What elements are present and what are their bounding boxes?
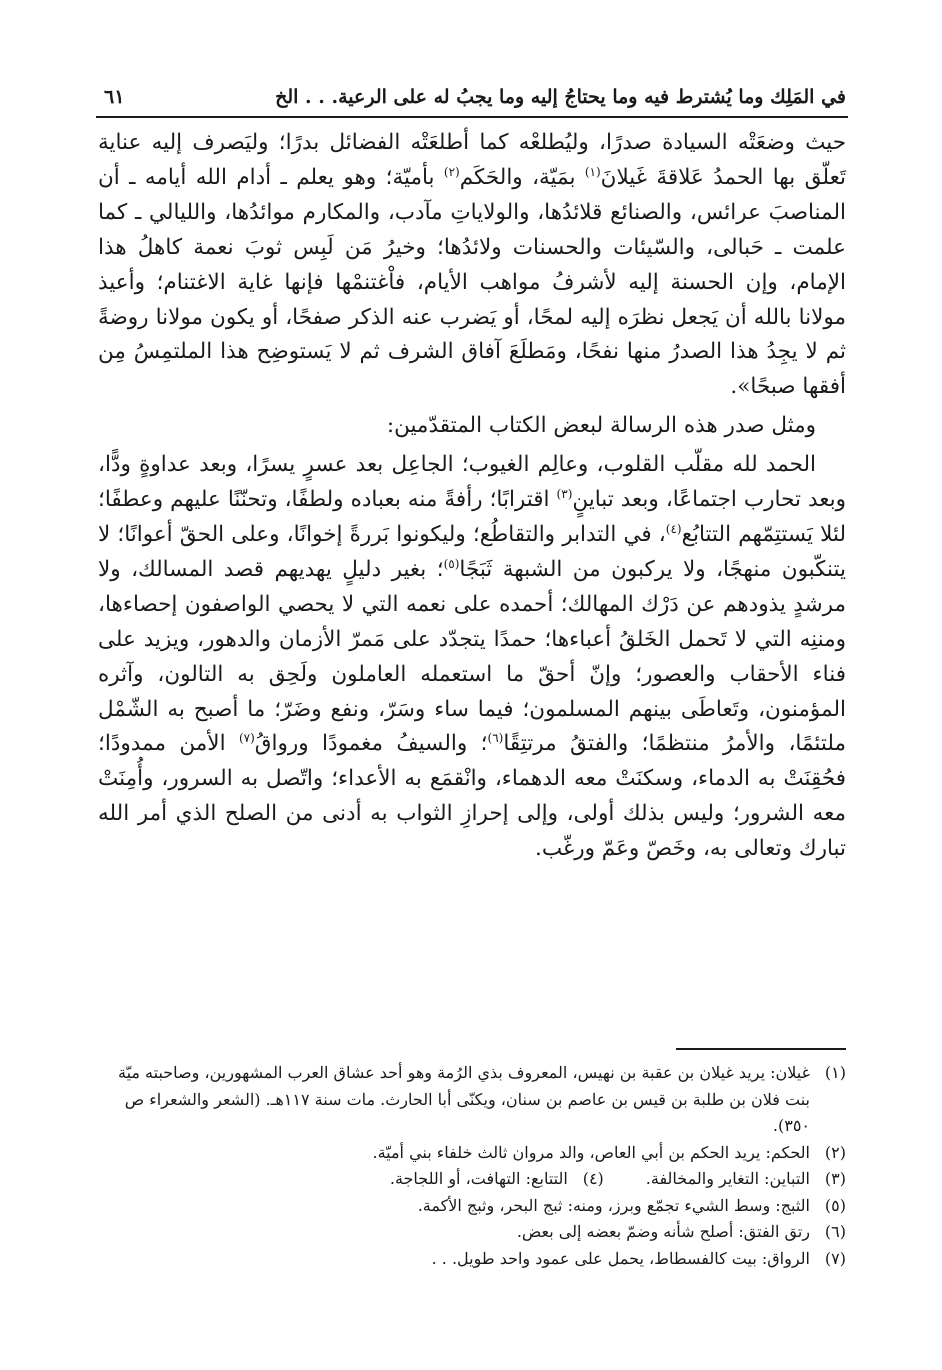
footnote-rule (676, 1048, 846, 1050)
footnote-text: غيلان: يريد غيلان بن عقبة بن نهيس، المعروف بذي الرُمة وهو أحد عشاق العرب المشهورين، وصاحبته ميّة بنت فلان بن طلبة بن قيس بن عاصم بن سنان، ويكنّى أبا الحارث. مات سنة ١١٧هـ. (الشعر والشعراء ص ٣٥٠). (117, 1063, 810, 1135)
footnote-number: (٣) (824, 1169, 846, 1188)
footnote-text: التتابع: التهافت، أو اللجاجة. (389, 1169, 568, 1188)
paragraph-1 (98, 126, 846, 405)
footnote-number: (١) (824, 1063, 846, 1082)
footnote-2 (110, 1140, 846, 1167)
running-title: في المَلِك وما يُشترط فيه وما يحتاجُ إليه وما يجبُ له على الرعية. . . الخ (275, 86, 846, 108)
paragraph-3-part-1: الحمد لله مقلّب القلوب، وعالِم الغيوب؛ الجاعِل بعد عسرٍ يسرًا، وبعد عداوةٍ ودًّا، وبعد تحارب اجتماعًا، وبعد تباينٍ (98, 452, 846, 513)
footnotes (110, 1060, 846, 1272)
footnote-marker-3[interactable]: (٣) (556, 486, 573, 501)
footnote-number: (٤) (582, 1169, 604, 1188)
footnote-text: رتق الفتق: أصلح شأنه وضمّ بعضه إلى بعض. (516, 1222, 810, 1241)
paragraph-3-part-2: اقترابًا؛ رأفةً منه بعباده ولطفًا، وتحنّنًا عليهم وعطفًا؛ لئلا يَستتِمّهم التتابُع (98, 487, 846, 547)
footnote-number: (٦) (824, 1222, 846, 1241)
footnote-marker-4[interactable]: (٤) (665, 521, 682, 536)
paragraph-3-part-5: ؛ والسيفُ مغمودًا ورواقُ (254, 731, 488, 757)
header-rule (96, 116, 848, 118)
footnote-1 (110, 1060, 846, 1140)
paragraph-2: ومثل صدر هذه الرسالة لبعض الكتاب المتقدّمين: (386, 413, 816, 439)
footnote-number: (٢) (824, 1142, 846, 1162)
footnote-marker-6[interactable]: (٦) (487, 731, 504, 746)
page-header (100, 84, 846, 114)
footnote-number: (٥) (824, 1195, 846, 1215)
footnote-marker-5[interactable]: (٥) (443, 556, 460, 571)
footnote-number: (٧) (824, 1248, 846, 1268)
footnote-text: الحكم: يريد الحكم بن أبي العاص، والد مروان ثالث خلفاء بني أميّة. (372, 1142, 810, 1162)
main-text (98, 126, 846, 871)
page-number: ٦١ (104, 86, 125, 108)
footnote-7 (110, 1246, 846, 1273)
footnote-pair-3-4 (110, 1166, 846, 1193)
footnote-3 (646, 1166, 846, 1193)
paragraph-1-part-2: بمَيّة، والحَكَم (459, 164, 585, 190)
paragraph-3-part-6: الأمن ممدودًا؛ فحُقِنَتْ به الدماء، وسكنَتْ معه الدهماء، وانْقمَع به الأعداء؛ واتّصل به السرور، وأُمِنَتْ معه الشرور؛ وليس بذلك أولى، وإلى إحرازِ الثواب به أدنى من الصلح الذي أمر الله تبارك وتعالى به، وخَصّ وعَمّ ورغّب. (98, 731, 846, 862)
paragraph-3 (98, 448, 846, 867)
paragraph-1-part-3: بأميّة؛ وهو يعلم ـ أدام الله أيامه ـ أن المناصبَ عرائس، والصنائع قلائدُها، والولاياتِ مآدب، والمكارم موائدُها، والليالي ـ كما علمت ـ حَبالى، والسّيئات والحسنات ولائدُها؛ وخيرُ مَن لَبِس ثوبَ نعمة كاهلُ هذا الإمام، وإن الحسنة إليه لأشرفُ مواهب الأيام، فاْغتنمْها فإنها غاية الاغتنام؛ وأعيذ مولانا بالله أن يَجعل نظرَه إليه لمحًا، أو يَضرب عنه الذكر صفحًا، أو يكون مولانا روضةً ثم لا يجِدُ هذا الصدرُ منها نفحًا، ومَطلَعَ آفاق الشرف ثم لا يَستوضِح هذا الملتمِسُ مِن أفقها صبحًا». (98, 164, 846, 400)
paragraph-1-part-1: حيث وضعَتْه السيادة صدرًا، وليُطلعْه كما أطلعَتْه الفضائل بدرًا؛ وليَصرف إليه عناية تَعلّق بها الحمدُ عَلاقةَ غَيلانَ (98, 130, 846, 190)
paragraph-3-part-3: ، في التدابر والتقاطُع؛ وليكونوا بَررةً إخوانًا، وعلى الحقّ أعوانًا؛ لا يتنكّبون منهجًا، ولا يركبون من الشبهة ثَبَجًا (98, 521, 846, 582)
footnote-text: الرواق: بيت كالفسطاط، يحمل على عمود واحد طويل. . . (431, 1248, 810, 1268)
paragraph-3-part-4: ؛ بغير دليلٍ يهديهم قصد المسالك، ولا مرشدٍ يذودهم عن دَرْك المهالك؛ أحمده على نعمه التي لا يحصي الواصفون إحصاءها، ومننِه التي لا تَحمل الخَلقُ أعباءها؛ حمدًا يتجدّد على مَمرّ الأزمان والدهور، ويزيد على فناء الأحقاب والعصور؛ وإنّ أحقّ ما استعمله العاملون ولَحِق به التالون، وآثره المؤمنون، وتَعاطَى بينهم المسلمون؛ فيما ساء وسَرّ، ونفع وضَرّ؛ ما أصبح به الشّمْل ملتئمًا، والأمرُ منتظمًا؛ والفتقُ مرتتِقًا (98, 556, 846, 757)
footnote-text: الثبج: وسط الشيء تجمّع وبرز، ومنه: ثبج البحر، وثبج الأكمة. (417, 1195, 810, 1215)
footnote-4 (390, 1166, 604, 1193)
footnote-marker-2[interactable]: (٢) (443, 164, 460, 179)
footnote-5 (110, 1193, 846, 1220)
footnote-text: التباين: التغاير والمخالفة. (645, 1169, 810, 1188)
footnote-marker-1[interactable]: (١) (584, 164, 601, 179)
footnote-marker-7[interactable]: (٧) (238, 731, 255, 746)
footnote-6 (110, 1219, 846, 1246)
